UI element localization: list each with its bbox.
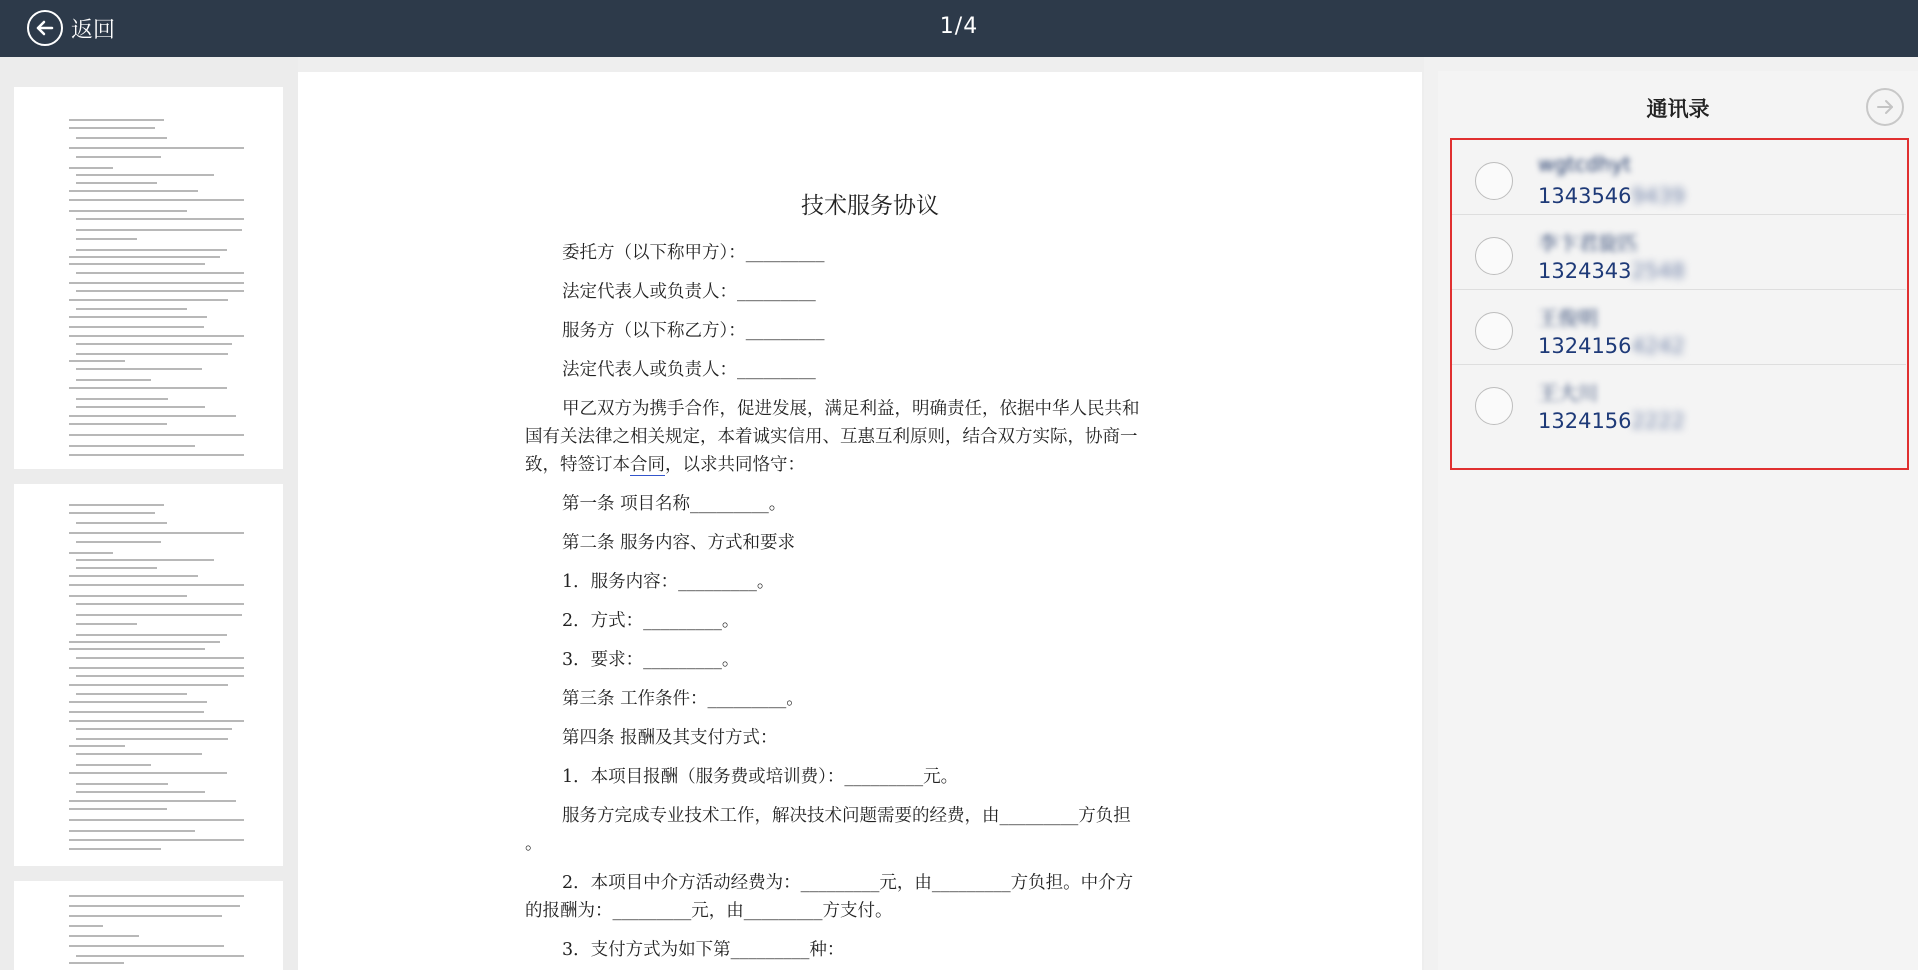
- doc-line: 服务方完成专业技术工作，解决技术问题需要的经费，由_________方负担: [562, 806, 1131, 826]
- doc-line: 3．要求：_________。: [562, 650, 740, 670]
- doc-line: 1．服务内容：_________。: [562, 572, 775, 592]
- thumbnail-text-line: [76, 623, 137, 625]
- thumbnail-text-line: [69, 819, 244, 821]
- thumbnail-text-line: [76, 343, 232, 345]
- thumbnail-text-line: [69, 935, 139, 937]
- contact-radio[interactable]: [1475, 162, 1513, 200]
- thumbnail-text-line: [69, 595, 187, 597]
- doc-line: 3．支付方式为如下第_________种：: [562, 940, 845, 960]
- thumbnail-text-line: [69, 925, 103, 927]
- thumbnail-text-line: [76, 522, 167, 524]
- contact-item[interactable]: [1452, 290, 1906, 365]
- page-thumbnail-2[interactable]: [14, 484, 283, 866]
- thumbnail-text-line: [69, 800, 236, 802]
- contact-phone-visible: 1324156: [1538, 334, 1632, 358]
- thumbnail-text-line: [76, 272, 244, 274]
- contacts-panel: [1438, 71, 1918, 970]
- thumbnail-text-line: [69, 335, 244, 337]
- thumbnail-text-line: [69, 512, 155, 514]
- thumbnail-text-line: [76, 308, 187, 310]
- contact-phone: [1538, 409, 1685, 433]
- thumbnail-text-line: [69, 905, 240, 907]
- thumbnail-text-line: [69, 532, 244, 534]
- contact-phone-visible: 1324156: [1538, 409, 1632, 433]
- thumbnail-text-line: [76, 657, 244, 659]
- doc-line: 甲乙双方为携手合作，促进发展，满足利益，明确责任，依据中华人民共和: [562, 399, 1140, 419]
- contact-phone-masked: 9439: [1631, 184, 1685, 208]
- doc-line: 服务方（以下称乙方）：_________: [562, 321, 825, 341]
- doc-line: 。: [525, 834, 543, 854]
- thumbnail-text-line: [69, 895, 244, 897]
- thumbnail-text-line: [69, 848, 161, 850]
- thumbnail-text-line: [76, 541, 161, 543]
- thumbnail-text-line: [69, 584, 244, 586]
- doc-line: 第二条 服务内容、方式和要求: [562, 533, 796, 553]
- thumbnail-text-line: [76, 398, 168, 400]
- thumbnail-text-line: [76, 174, 214, 176]
- thumbnail-text-line: [76, 783, 168, 785]
- thumbnail-text-line: [69, 445, 195, 447]
- doc-text-segment: 致，特签订本: [525, 455, 630, 475]
- thumbnail-text-line: [69, 256, 220, 258]
- thumbnail-text-line: [69, 299, 228, 301]
- doc-line: 国有关法律之相关规定，本着诚实信用、互惠互利原则，结合双方实际，协商一: [525, 427, 1138, 447]
- thumbnail-text-line: [76, 675, 244, 677]
- thumbnail-text-line: [69, 282, 244, 284]
- thumbnail-text-line: [69, 667, 244, 669]
- document-title: 技术服务协议: [801, 193, 939, 219]
- document-viewer: [298, 57, 1424, 970]
- thumbnail-text-line: [76, 753, 202, 755]
- thumbnail-text-line: [76, 182, 157, 184]
- page-thumbnail-1[interactable]: [14, 87, 283, 469]
- doc-line: 2．方式：_________。: [562, 611, 740, 631]
- doc-line: 的报酬为：_________元，由_________方支付。: [525, 901, 893, 921]
- contact-item[interactable]: [1452, 365, 1906, 440]
- thumbnail-text-line: [76, 156, 161, 158]
- thumbnail-text-line: [69, 711, 204, 713]
- doc-line: [525, 451, 1215, 476]
- contact-phone: [1538, 184, 1685, 208]
- thumbnail-text-line: [76, 693, 187, 695]
- page-indicator: 1/4: [939, 14, 979, 39]
- doc-line: 2．本项目中介方活动经费为：_________元，由_________方负担。中介方: [562, 873, 1134, 893]
- thumbnail-text-line: [76, 738, 228, 740]
- thumbnail-text-line: [76, 218, 244, 220]
- thumbnail-text-line: [69, 316, 207, 318]
- thumbnail-text-line: [69, 423, 167, 425]
- contact-name: 王俊明: [1538, 306, 1598, 330]
- contact-item[interactable]: [1452, 215, 1906, 290]
- thumbnail-text-line: [69, 415, 236, 417]
- thumbnail-text-line: [69, 454, 244, 456]
- contact-name: 李卞君旋匹: [1538, 231, 1638, 255]
- page-thumbnails: [0, 57, 298, 970]
- contact-list: [1450, 138, 1909, 470]
- doc-line: 第三条 工作条件：_________。: [562, 689, 804, 709]
- contact-radio[interactable]: [1475, 387, 1513, 425]
- thumbnail-text-line: [69, 808, 167, 810]
- thumbnail-text-line: [76, 238, 137, 240]
- thumbnail-text-line: [76, 559, 214, 561]
- thumbnail-text-line: [76, 249, 227, 251]
- thumbnail-text-line: [76, 567, 157, 569]
- thumbnail-text-line: [69, 263, 205, 265]
- thumbnail-text-line: [69, 945, 224, 947]
- doc-line: 法定代表人或负责人：_________: [562, 282, 816, 302]
- thumbnail-text-line: [69, 504, 164, 506]
- thumbnail-text-line: [69, 147, 244, 149]
- thumbnail-text-line: [76, 614, 242, 616]
- back-label[interactable]: 返回: [71, 17, 116, 43]
- thumbnail-text-line: [69, 575, 198, 577]
- doc-text-segment: ，以求共同恪守：: [665, 455, 805, 475]
- document-page[interactable]: [298, 72, 1422, 970]
- thumbnail-text-line: [69, 387, 227, 389]
- thumbnail-text-line: [69, 167, 113, 169]
- thumbnail-text-line: [69, 552, 113, 554]
- thumbnail-text-line: [69, 830, 195, 832]
- thumbnail-text-line: [69, 962, 124, 964]
- thumbnail-text-line: [69, 119, 164, 121]
- thumbnail-text-line: [76, 368, 202, 370]
- thumbnail-text-line: [76, 379, 151, 381]
- contact-name: wgtcdhyt: [1538, 152, 1631, 176]
- contact-phone-visible: 1324343: [1538, 259, 1632, 283]
- contact-phone-masked: 2222: [1631, 409, 1685, 433]
- doc-line: 委托方（以下称甲方）：_________: [562, 243, 825, 263]
- thumbnail-text-line: [76, 137, 167, 139]
- contact-phone: [1538, 334, 1685, 358]
- thumbnail-text-line: [69, 199, 244, 201]
- thumbnail-text-line: [69, 434, 244, 436]
- page-thumbnail-3[interactable]: [14, 881, 283, 970]
- thumbnail-text-line: [69, 127, 155, 129]
- thumbnail-text-line: [69, 839, 244, 841]
- contact-phone-masked: 4242: [1631, 334, 1685, 358]
- contact-name: 王大川: [1538, 381, 1598, 405]
- thumbnail-text-line: [76, 728, 232, 730]
- thumbnail-text-line: [69, 701, 207, 703]
- contact-phone: [1538, 259, 1685, 283]
- doc-line: 1．本项目报酬（服务费或培训费）：_________元。: [562, 767, 959, 787]
- next-button[interactable]: [1866, 88, 1904, 126]
- thumbnail-text-line: [69, 684, 228, 686]
- thumbnail-text-line: [69, 641, 220, 643]
- thumbnail-text-line: [76, 406, 205, 408]
- thumbnail-text-line: [69, 720, 244, 722]
- thumbnail-text-line: [69, 326, 204, 328]
- thumbnail-text-line: [76, 290, 244, 292]
- contact-radio[interactable]: [1475, 312, 1513, 350]
- thumbnail-text-line: [69, 210, 187, 212]
- doc-line: 第一条 项目名称_________。: [562, 494, 787, 514]
- contacts-title: 通讯录: [1646, 97, 1710, 121]
- thumbnail-text-line: [76, 603, 244, 605]
- contact-phone-visible: 1343546: [1538, 184, 1632, 208]
- contact-phone-masked: 2548: [1631, 259, 1685, 283]
- thumbnail-text-line: [76, 353, 228, 355]
- contact-item[interactable]: [1452, 140, 1906, 215]
- contact-radio[interactable]: [1475, 237, 1513, 275]
- thumbnail-text-line: [76, 955, 244, 957]
- thumbnail-text-line: [76, 634, 227, 636]
- thumbnail-text-line: [69, 745, 125, 747]
- doc-line: 法定代表人或负责人：_________: [562, 360, 816, 380]
- doc-line: 第四条 报酬及其支付方式：: [562, 728, 778, 748]
- thumbnail-text-line: [76, 791, 205, 793]
- contract-link[interactable]: 合同: [630, 455, 665, 475]
- thumbnail-text-line: [69, 772, 227, 774]
- thumbnail-text-line: [69, 190, 198, 192]
- thumbnail-text-line: [76, 764, 151, 766]
- thumbnail-text-line: [76, 229, 242, 231]
- thumbnail-text-line: [69, 360, 125, 362]
- thumbnail-text-line: [69, 915, 222, 917]
- arrow-right-icon: [1873, 95, 1897, 119]
- thumbnail-text-line: [69, 648, 205, 650]
- top-bar: [0, 0, 1918, 57]
